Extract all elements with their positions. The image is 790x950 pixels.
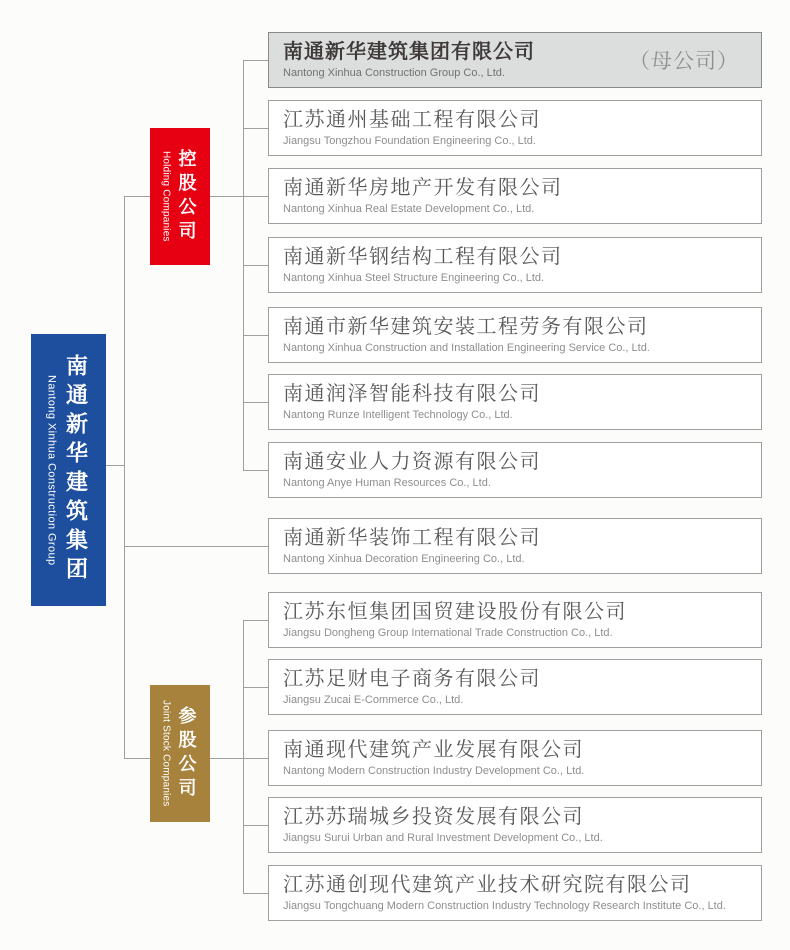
connector-branch <box>243 893 269 894</box>
company-name-zh: 南通市新华建筑安装工程劳务有限公司 <box>283 316 649 338</box>
connector-branch <box>243 60 269 61</box>
company-box-parent <box>268 32 762 88</box>
company-name-zh: 南通新华装饰工程有限公司 <box>283 527 541 549</box>
company-name-en: Nantong Runze Intelligent Technology Co., Ltd. <box>283 409 513 421</box>
company-name-zh: 南通新华房地产开发有限公司 <box>283 177 563 199</box>
company-name-zh: 江苏东恒集团国贸建设股份有限公司 <box>283 601 627 623</box>
company-name-zh: 江苏通创现代建筑产业技术研究院有限公司 <box>283 874 692 896</box>
connector-branch <box>243 620 269 621</box>
company-name-zh: 南通现代建筑产业发展有限公司 <box>283 739 584 761</box>
root-group-label <box>31 334 106 606</box>
holding-companies-label <box>150 128 210 265</box>
company-name-en: Jiangsu Dongheng Group International Trade Construction Co., Ltd. <box>283 627 613 639</box>
company-name-en: Nantong Xinhua Construction Group Co., Ltd. <box>283 67 505 79</box>
joint-stock-label-en: Joint Stock Companies <box>160 700 172 807</box>
company-name-zh: 江苏苏瑞城乡投资发展有限公司 <box>283 806 584 828</box>
company-name-en: Jiangsu Tongzhou Foundation Engineering Co., Ltd. <box>283 135 536 147</box>
company-box <box>268 442 762 498</box>
company-name-zh: 南通润泽智能科技有限公司 <box>283 383 541 405</box>
company-box <box>268 797 762 853</box>
root-group-name-en: Nantong Xinhua Construction Group <box>45 374 58 566</box>
connector-root-link <box>106 465 125 466</box>
company-name-zh: 江苏通州基础工程有限公司 <box>283 109 541 131</box>
company-name-en: Nantong Xinhua Steel Structure Engineering Co., Ltd. <box>283 272 545 284</box>
company-name-zh: 南通新华建筑集团有限公司 <box>283 41 535 63</box>
holding-label-zh: 控股公司 <box>176 148 197 245</box>
connector-branch <box>243 265 269 266</box>
connector-branch <box>243 825 269 826</box>
company-box <box>268 307 762 363</box>
company-name-en: Nantong Modern Construction Industry Development Co., Ltd. <box>283 765 585 777</box>
connector-branch <box>243 402 269 403</box>
joint-stock-label-zh: 参股公司 <box>176 705 197 802</box>
company-name-en: Jiangsu Tongchuang Modern Construction Industry Technology Research Institute Co., Ltd. <box>283 900 726 912</box>
company-name-zh: 江苏足财电子商务有限公司 <box>283 668 541 690</box>
company-name-zh: 南通安业人力资源有限公司 <box>283 451 541 473</box>
company-box <box>268 168 762 224</box>
joint-stock-companies-label <box>150 685 210 822</box>
company-name-en: Jiangsu Zucai E-Commerce Co., Ltd. <box>283 694 464 706</box>
connector-branch <box>243 335 269 336</box>
connector-main-trunk <box>124 196 125 758</box>
connector-joint-trunk <box>243 620 244 894</box>
company-name-en: Jiangsu Surui Urban and Rural Investment Development Co., Ltd. <box>283 832 603 844</box>
company-box <box>268 100 762 156</box>
company-name-zh: 南通新华钢结构工程有限公司 <box>283 246 563 268</box>
company-box <box>268 730 762 786</box>
company-name-en: Nantong Anye Human Resources Co., Ltd. <box>283 477 491 489</box>
company-box <box>268 374 762 430</box>
root-group-name-zh: 南通新华建筑集团 <box>63 354 89 586</box>
company-box <box>268 659 762 715</box>
company-name-en: Nantong Xinhua Decoration Engineering Co., Ltd. <box>283 553 525 565</box>
parent-company-tag: （母公司） <box>629 50 739 73</box>
company-box <box>268 237 762 293</box>
connector-branch <box>243 470 269 471</box>
company-box <box>268 592 762 648</box>
company-box <box>268 865 762 921</box>
company-name-en: Nantong Xinhua Construction and Installation Engineering Service Co., Ltd. <box>283 342 650 354</box>
connector-branch <box>243 687 269 688</box>
company-name-en: Nantong Xinhua Real Estate Development Co., Ltd. <box>283 203 535 215</box>
company-box <box>268 518 762 574</box>
connector-direct-link <box>124 546 269 547</box>
holding-label-en: Holding Companies <box>160 151 172 242</box>
connector-branch <box>243 128 269 129</box>
